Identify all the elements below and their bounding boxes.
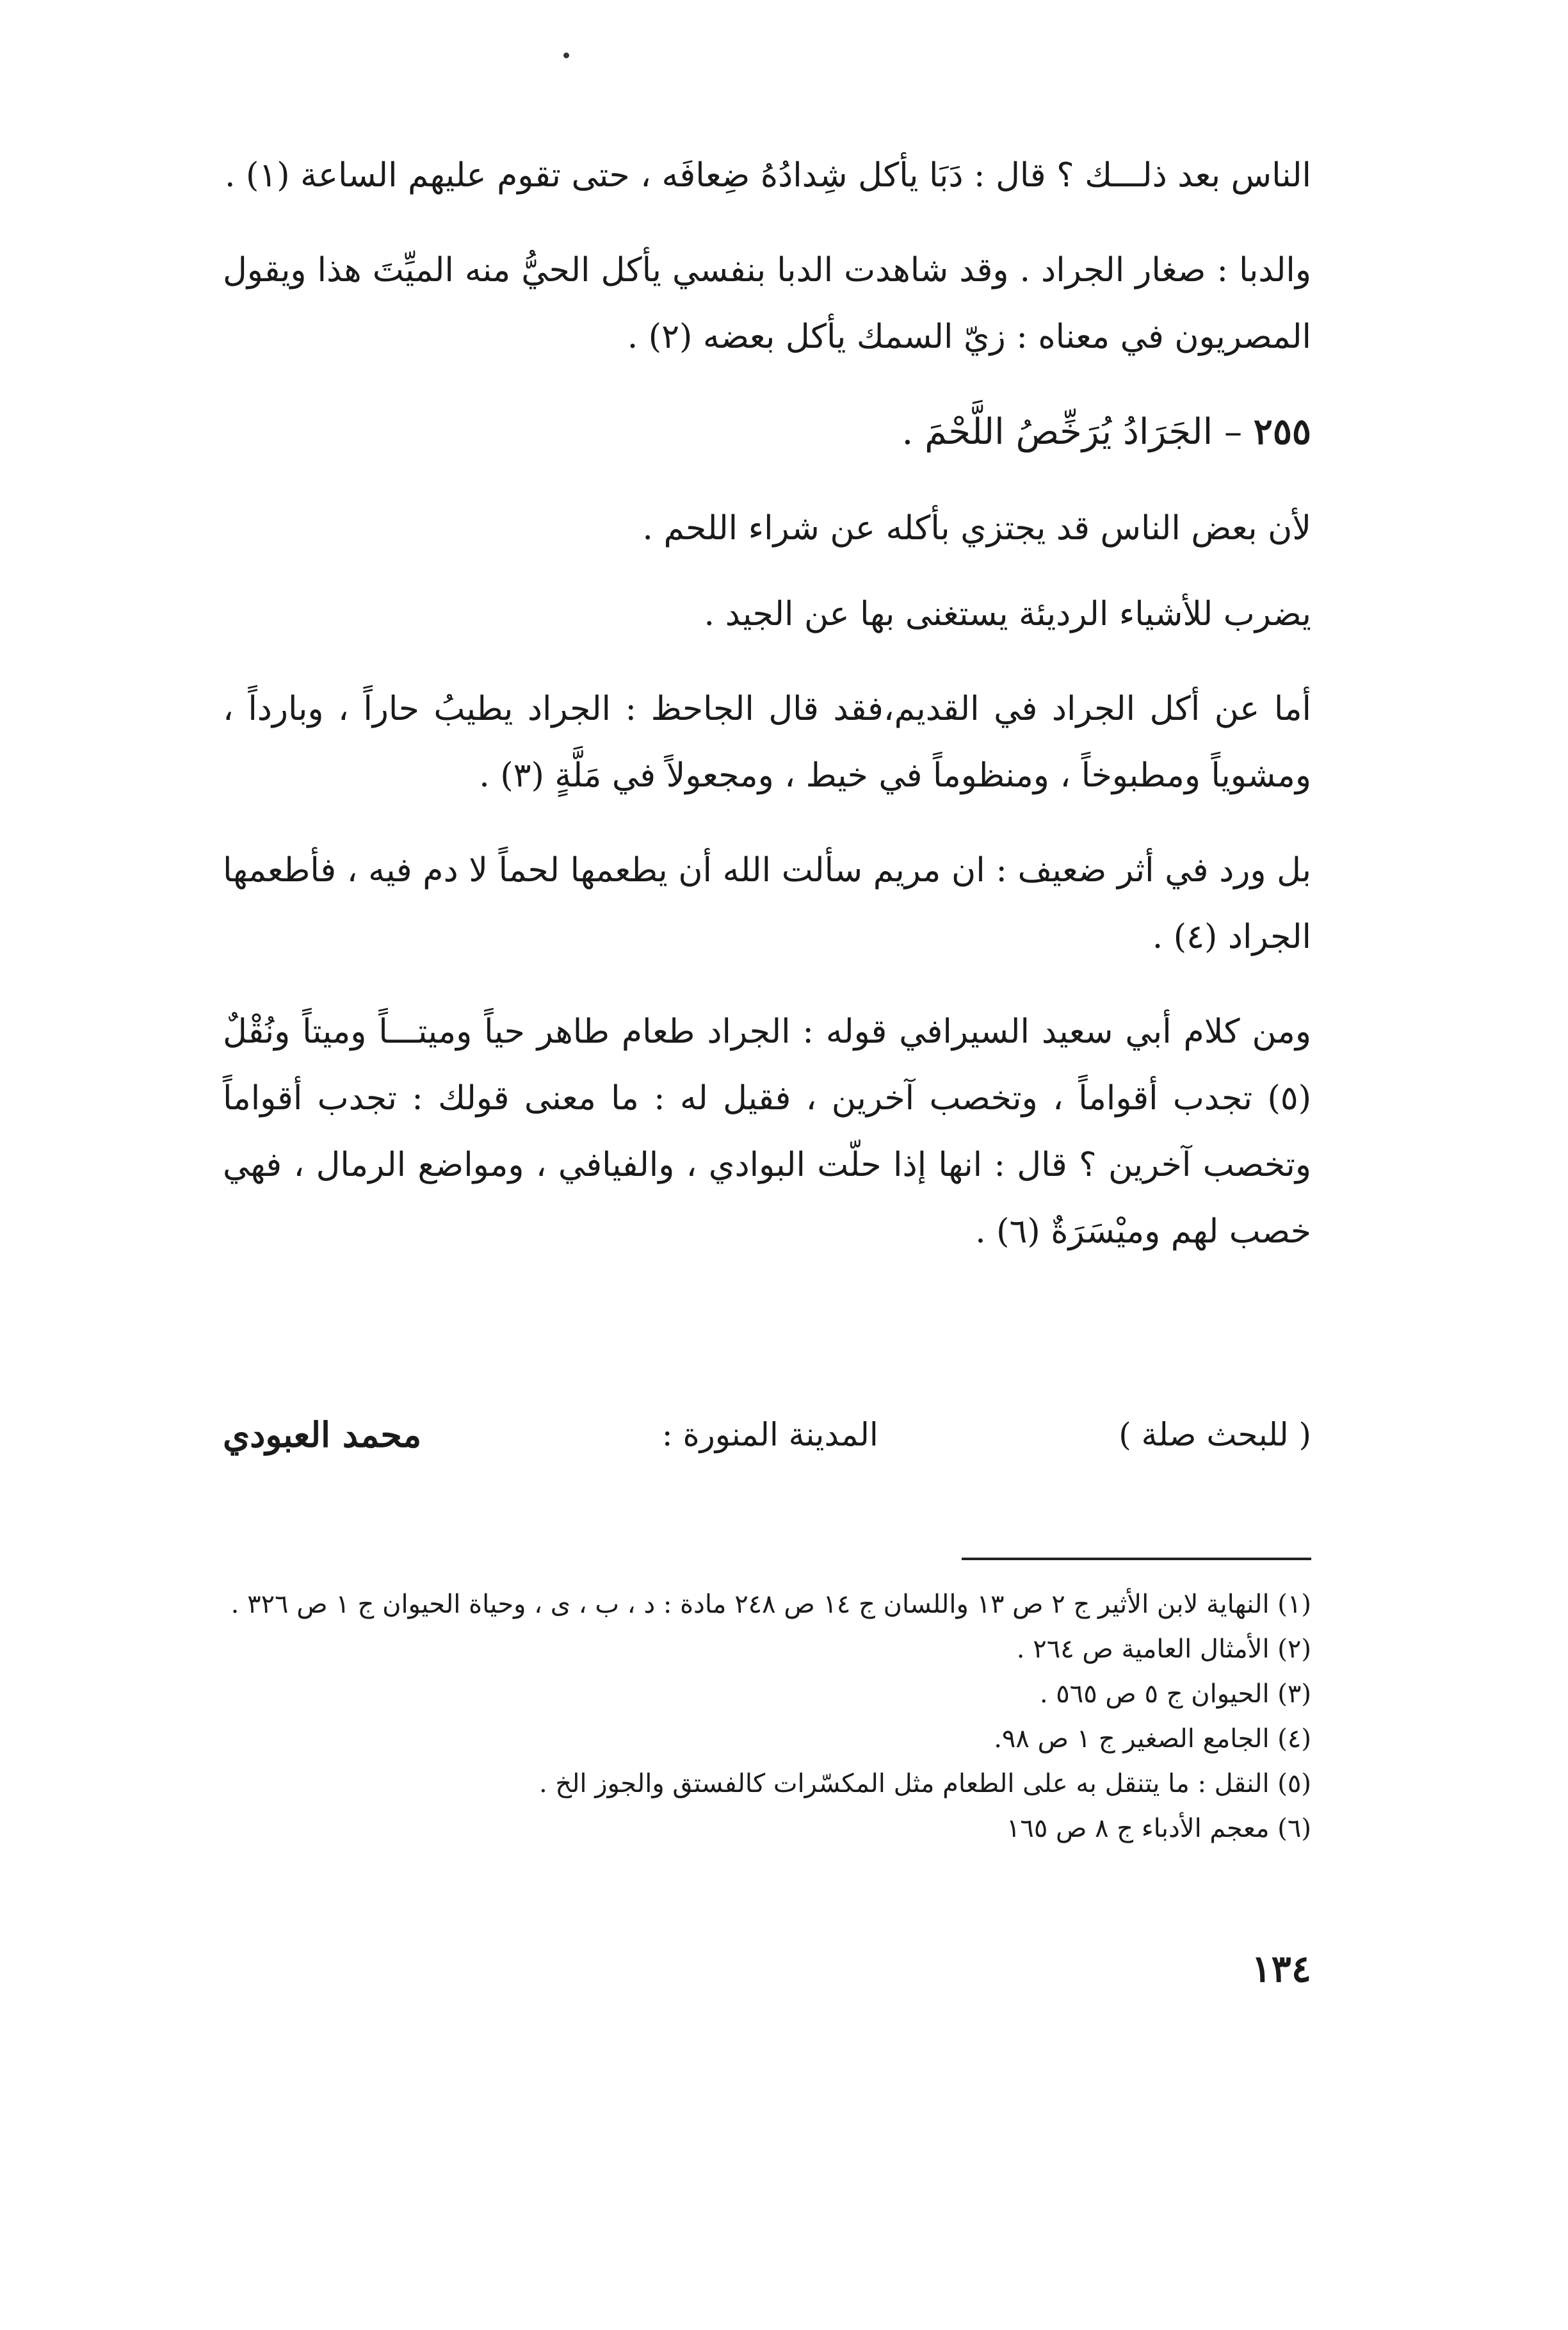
proverb-heading [223,398,1311,466]
page-number: ١٣٤ [1251,1947,1311,1991]
footnote: (٢) الأمثال العامية ص ٢٦٤ . [1016,1634,1311,1664]
signature-place: المدينة المنورة : [661,1416,878,1453]
heading-dash: – [1224,411,1242,453]
footnote: (٤) الجامع الصغير ج ١ ص ٩٨. [994,1724,1311,1754]
footnote: (٣) الحيوان ج ٥ ص ٥٦٥ . [1039,1679,1311,1709]
paragraph: لأن بعض الناس قد يجتزي بأكله عن شراء اللحم . [642,509,1311,548]
continuation-note: ( للبحث صلة ) [1119,1416,1311,1453]
footnotes [223,1582,1311,1851]
page-mark [563,53,569,58]
paragraph: أما عن أكل الجراد في القديم،فقد قال الجاحظ : الجراد يطيبُ حاراً ، وبارداً ، ومشوياً ومطبوخاً ، ومنظوماً في خيط ، ومجعولاً في مَلَّةٍ (٣) . [223,690,1311,795]
paragraph: ومن كلام أبي سعيد السيرافي قوله : الجراد طعام طاهر حياً وميتـــاً وميتاً ونُقْلٌ (٥) تجدب أقواماً ، وتخصب آخرين ، فقيل له : ما معنى قولك : تجدب أقواماً وتخصب آخرين ؟ قال : انها إذا حلّت البوادي ، والفيافي ، ومواضع الرمال ، فهي خصب لهم وميْسَرَةٌ (٦) . [223,1013,1311,1251]
footnote: (٦) معجم الأدباء ج ٨ ص ١٦٥ [1006,1814,1311,1843]
signature-row [223,1409,1311,1460]
footnote: (٥) النقل : ما يتنقل به على الطعام مثل المكسّرات كالفستق والجوز الخ . [538,1769,1311,1798]
footnote: (١) النهاية لابن الأثير ج ٢ ص ١٣ واللسان ج ١٤ ص ٢٤٨ مادة : د ، ب ، ى ، وحياة الحيوان ج ١ ص ٣٢٦ . [230,1590,1311,1619]
footnote-divider [962,1558,1311,1560]
paragraph: يضرب للأشياء الرديئة يستغنى بها عن الجيد . [704,595,1311,633]
main-text [223,142,1311,1293]
paragraph: الناس بعد ذلـــك ؟ قال : دَبَا يأكل شِدادُهُ ضِعافَه ، حتى تقوم عليهم الساعة (١) . [224,156,1311,195]
proverb-number: ٢٥٥ [1253,411,1311,453]
author-name: محمد العبودي [223,1414,422,1455]
proverb-text: الجَرَادُ يُرَخِّصُ اللَّحْمَ . [901,411,1213,453]
paragraph: بل ورد في أثر ضعيف : ان مريم سألت الله أن يطعمها لحماً لا دم فيه ، فأطعمها الجراد (٤) . [223,851,1311,956]
paragraph: والدبا : صغار الجراد . وقد شاهدت الدبا بنفسي يأكل الحيُّ منه الميِّتَ هذا ويقول المصريون في معناه : زيّ السمك يأكل بعضه (٢) . [223,251,1311,356]
